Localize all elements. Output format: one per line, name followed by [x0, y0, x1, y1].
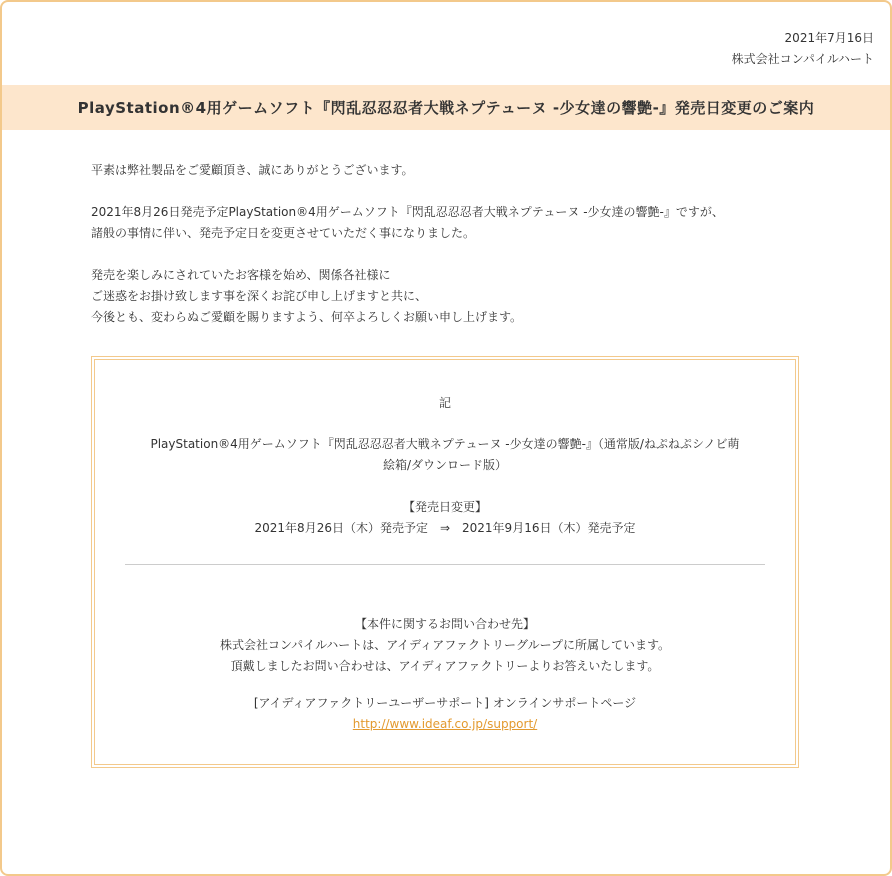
- release-date-change: [95, 497, 795, 539]
- release-change-detail: 2021年8月26日（木）発売予定 ⇒ 2021年9月16日（木）発売予定: [254, 521, 636, 535]
- notice-box: [91, 356, 799, 768]
- change-paragraph: [91, 202, 811, 244]
- announcement-date: 2021年7月16日: [784, 31, 874, 45]
- support-link[interactable]: http://www.ideaf.co.jp/support/: [352, 717, 538, 731]
- product-line-1: PlayStation®4用ゲームソフト『閃乱忍忍忍者大戦ネプテューヌ -少女達の響艶-』（通常版/ねぷねぷシノビ萌: [150, 437, 740, 451]
- announcement-body: [91, 160, 811, 349]
- apology-paragraph: [91, 265, 811, 328]
- apology-text-line-1: 発売を楽しみにされていたお客様を始め、関係各社様に: [91, 268, 391, 282]
- contact-line-1: 株式会社コンパイルハートは、アイディアファクトリーグループに所属しています。: [219, 638, 671, 652]
- release-change-heading: 【発売日変更】: [402, 500, 487, 514]
- notice-divider: [125, 564, 765, 565]
- apology-text-line-3: 今後とも、変わらぬご愛顧を賜りますよう、何卒よろしくお願い申し上げます。: [91, 310, 523, 324]
- title-band: [2, 85, 890, 130]
- company-name: 株式会社コンパイルハート: [731, 52, 874, 66]
- greeting-text: 平素は弊社製品をご愛顧頂き、誠にありがとうございます。: [91, 163, 414, 177]
- date-block: [732, 28, 874, 70]
- product-line-2: 絵箱/ダウンロード版）: [382, 458, 508, 472]
- product-info: [125, 434, 765, 476]
- change-text-line-2: 諸般の事情に伴い、発売予定日を変更させていただく事になりました。: [91, 226, 476, 240]
- support-label: [アイディアファクトリーユーザーサポート] オンラインサポートページ: [253, 696, 637, 710]
- contact-line-2: 頂戴しましたお問い合わせは、アイディアファクトリーよりお答えいたします。: [230, 659, 660, 673]
- notice-ki-heading: 記: [438, 396, 451, 410]
- greeting-paragraph: [91, 160, 811, 181]
- contact-heading: 【本件に関するお問い合わせ先】: [354, 617, 535, 631]
- contact-info: [95, 614, 795, 677]
- notice-box-inner: [94, 359, 796, 765]
- page-title: PlayStation®4用ゲームソフト『閃乱忍忍忍者大戦ネプテューヌ -少女達の響艶-』発売日変更のご案内: [77, 99, 815, 117]
- support-info: [95, 693, 795, 735]
- change-text-line-1: 2021年8月26日発売予定PlayStation®4用ゲームソフト『閃乱忍忍忍者大戦ネプテューヌ -少女達の響艶-』ですが、: [91, 205, 724, 219]
- apology-text-line-2: ご迷惑をお掛け致します事を深くお詫び申し上げますと共に、: [91, 289, 428, 303]
